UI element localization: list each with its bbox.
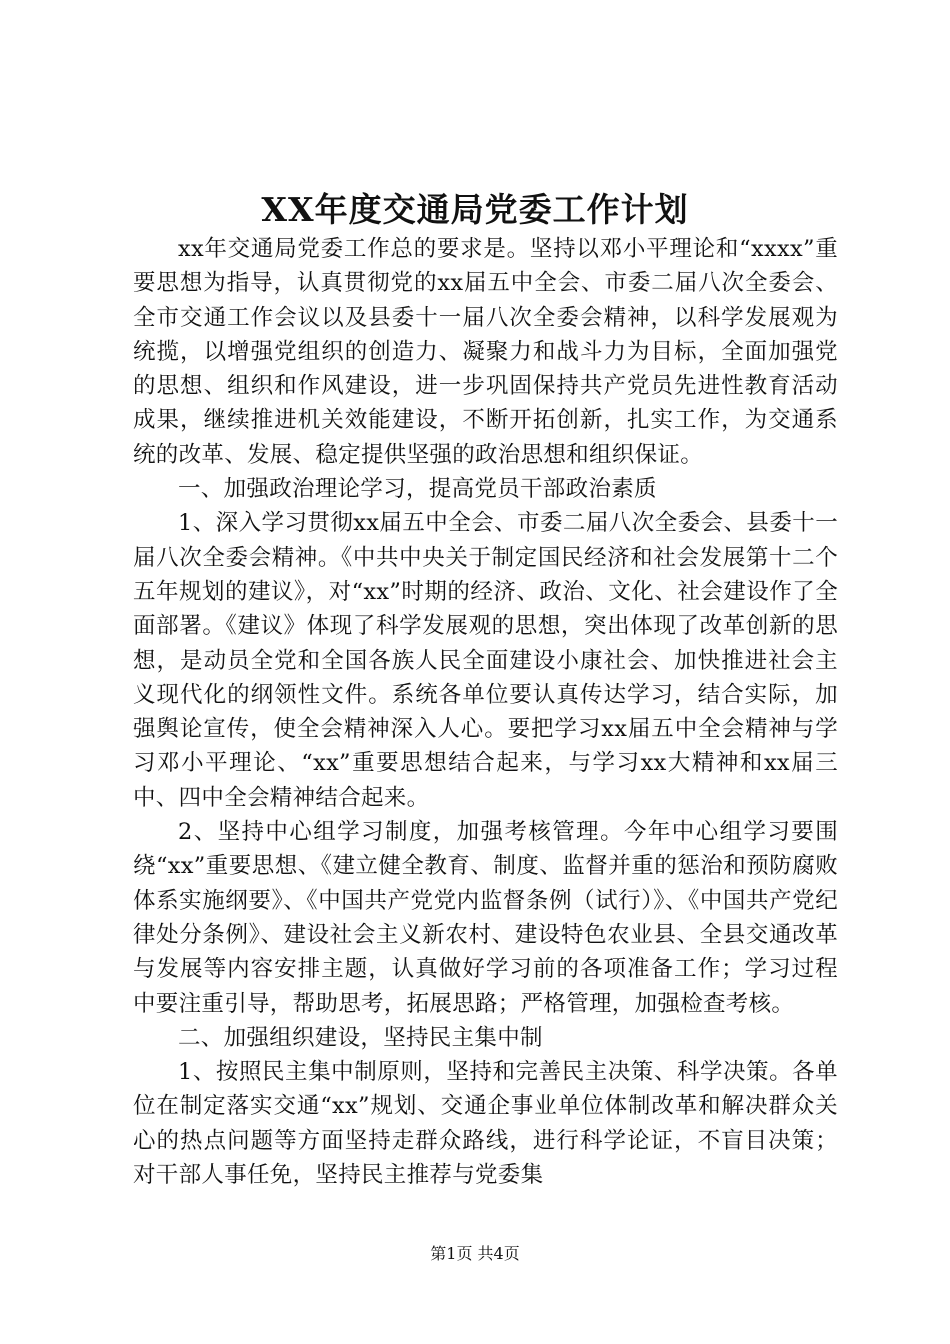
paragraph-2-1: 1、按照民主集中制原则，坚持和完善民主决策、科学决策。各单位在制定落实交通“xx”规划、交通企事业单位体制改革和解决群众关心的热点问题等方面坚持走群众路线，进行科学论证，不盲目决策；对干部人事任免，坚持民主推荐与党委集 (133, 1059, 838, 1189)
paragraph-1-1: 1、深入学习贯彻xx届五中全会、市委二届八次全委会、县委十一届八次全委会精神。《中共中央关于制定国民经济和社会发展第十二个五年规划的建议》，对“xx”时期的经济、政治、文化、社会建设作了全面部署。《建议》体现了科学发展观的思想，突出体现了改革创新的思想，是动员全党和全国各族人民全面建设小康社会、加快推进社会主义现代化的纲领性文件。系统各单位要认真传达学习，结合实际，加强舆论宣传，使全会精神深入人心。要把学习xx届五中全会精神与学习邓小平理论、“xx”重要思想结合起来，与学习xx大精神和xx届三中、四中全会精神结合起来。 (133, 510, 838, 811)
paragraph-1-2: 2、坚持中心组学习制度，加强考核管理。今年中心组学习要围绕“xx”重要思想、《建立健全教育、制度、监督并重的惩治和预防腐败体系实施纲要》、《中国共产党党内监督条例（试行）》、《中国共产党纪律处分条例》、建设社会主义新农村、建设特色农业县、全县交通改革与发展等内容安排主题，认真做好学习前的各项准备工作；学习过程中要注重引导，帮助思考，拓展思路；严格管理，加强检查考核。 (133, 819, 838, 1017)
heading-section-2: 二、加强组织建设，坚持民主集中制 (178, 1024, 543, 1051)
document-title: XX年度交通局党委工作计划 (261, 190, 689, 229)
document-body (133, 232, 838, 1192)
paragraph-intro: xx年交通局党委工作总的要求是。坚持以邓小平理论和“xxxx”重要思想为指导，认真贯彻党的xx届五中全会、市委二届八次全委会、全市交通工作会议以及县委十一届八次全委会精神，以科学发展观为统揽，以增强党组织的创造力、凝聚力和战斗力为目标，全面加强党的思想、组织和作风建设，进一步巩固保持共产党员先进性教育活动成果，继续推进机关效能建设，不断开拓创新，扎实工作，为交通系统的改革、发展、稳定提供坚强的政治思想和组织保证。 (133, 236, 838, 468)
heading-section-1: 一、加强政治理论学习，提高党员干部政治素质 (178, 476, 657, 503)
page-footer: 第1页 共4页 (430, 1244, 520, 1263)
